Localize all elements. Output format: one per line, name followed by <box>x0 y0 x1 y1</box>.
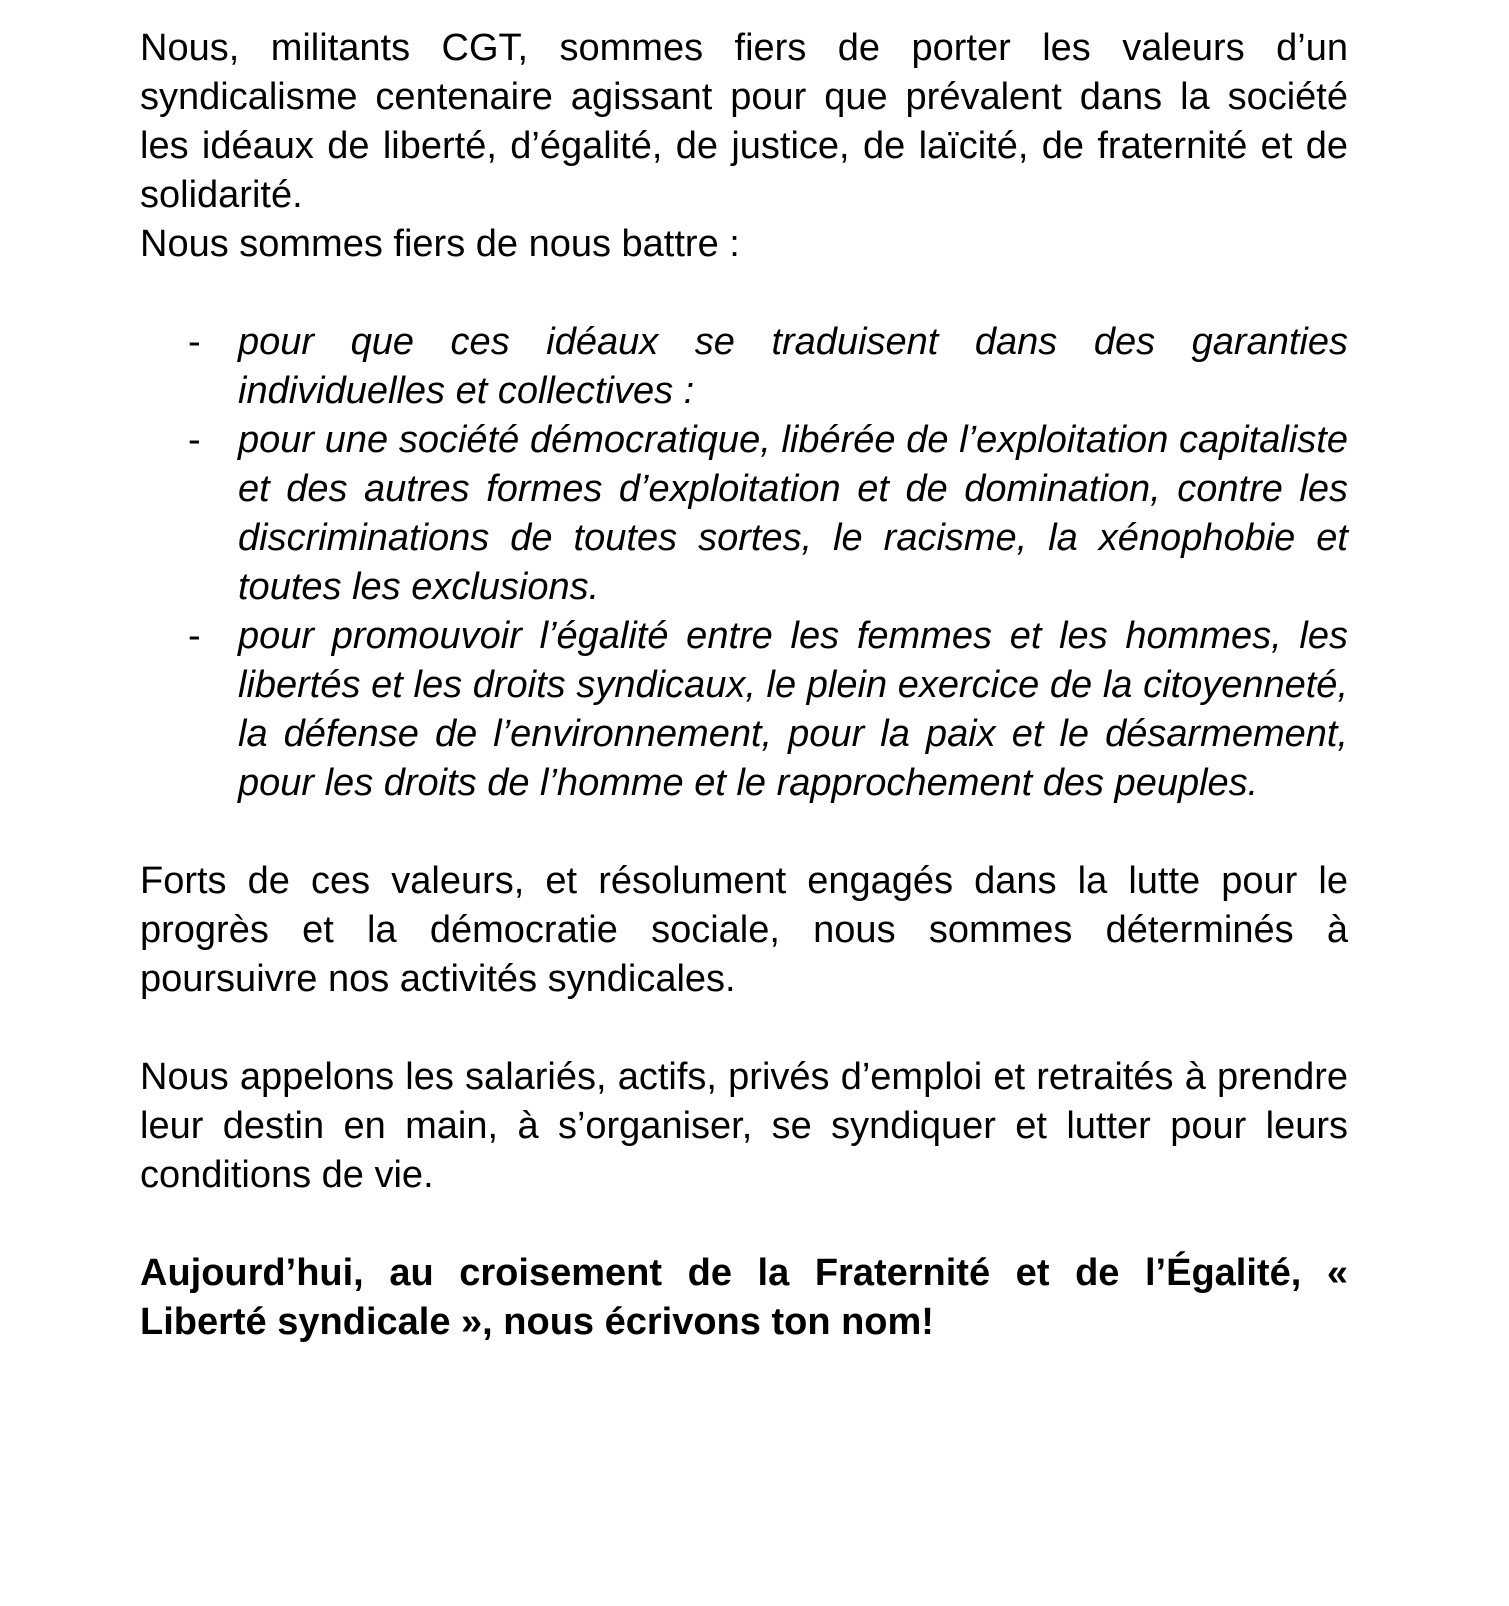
bullet-marker: - <box>188 321 201 363</box>
call-paragraph: Nous appelons les salariés, actifs, privés d’emploi et retraités à prendre leur destin en main, à s’organiser, se syndiquer et lutter pour leurs conditions de vie. <box>140 1056 1348 1196</box>
bullet-marker: - <box>188 419 201 461</box>
values-paragraph: Forts de ces valeurs, et résolument engagés dans la lutte pour le progrès et la démocratie sociale, nous sommes déterminés à poursuivre nos activités syndicales. <box>140 860 1348 1000</box>
spacer <box>140 1004 1348 1053</box>
intro-line: Nous sommes fiers de nous battre : <box>140 223 740 265</box>
bullet-list <box>140 318 1348 808</box>
intro-paragraph: Nous, militants CGT, sommes fiers de porter les valeurs d’un syndicalisme centenaire agissant pour que prévalent dans la société les idéaux de liberté, d’égalité, de justice, de laïcité, de fraternité et de solidarité. <box>140 27 1348 216</box>
bullet-marker: - <box>188 615 201 657</box>
closing-statement: Aujourd’hui, au croisement de la Fraternité et de l’Égalité, « Liberté syndicale », nous écrivons ton nom! <box>140 1252 1348 1343</box>
bullet-text: pour promouvoir l’égalité entre les femmes et les hommes, les libertés et les droits syndicaux, le plein exercice de la citoyenneté, la défense de l’environnement, pour la paix et le désarmement, pour les droits de l’homme et le rapprochement des peuples. <box>238 615 1348 804</box>
bullet-text: pour une société démocratique, libérée de l’exploitation capitaliste et des autres formes d’exploitation et de domination, contre les discriminations de toutes sortes, le racisme, la xénophobie et toutes les exclusions. <box>238 419 1348 608</box>
bullet-item <box>140 318 1348 416</box>
spacer <box>140 269 1348 318</box>
spacer <box>140 1200 1348 1249</box>
bullet-item <box>140 612 1348 808</box>
document-page <box>140 24 1348 1347</box>
bullet-text: pour que ces idéaux se traduisent dans des garanties individuelles et collectives : <box>238 321 1348 412</box>
spacer <box>140 808 1348 857</box>
bullet-item <box>140 416 1348 612</box>
